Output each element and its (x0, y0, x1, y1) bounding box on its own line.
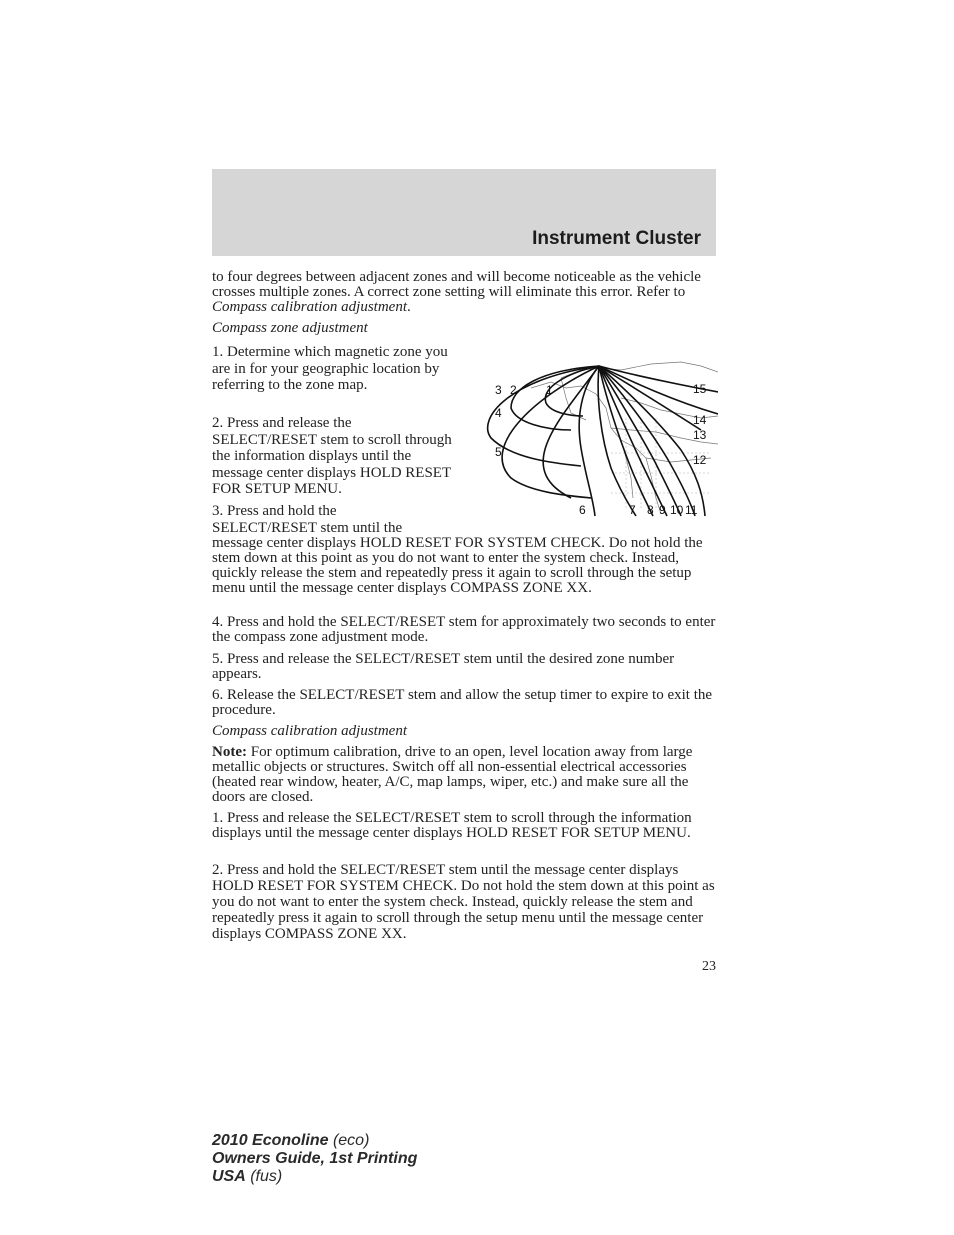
footer-line-3 (212, 1168, 417, 1186)
zone-label-15: 15 (693, 382, 707, 396)
zone-label-5: 5 (495, 445, 502, 459)
zone-step-4: 4. Press and hold the SELECT/RESET stem for approximately two seconds to enter the compass zone adjustment mode. (212, 614, 716, 645)
footer-line-2: Owners Guide, 1st Printing (212, 1150, 418, 1167)
page-number: 23 (702, 959, 716, 974)
calibration-step-1: 1. Press and release the SELECT/RESET stem to scroll through the information displays until the message center displays HOLD RESET FOR SETUP MENU. (212, 810, 692, 841)
footer-region-code: (fus) (245, 1168, 283, 1185)
zone-step-3-line2: SELECT/RESET stem until the (212, 519, 403, 536)
zone-step-2-text: 2. Press and release the SELECT/RESET stem to scroll through the information displays until the message center displays HOLD RESET FOR SETUP MENU. (212, 415, 452, 497)
section-header-band (212, 169, 716, 256)
footer-line-1 (212, 1132, 417, 1150)
zone-label-6: 6 (579, 503, 586, 517)
zone-label-2: 2 (510, 383, 517, 397)
zone-step-3-line1: 3. Press and hold the (212, 503, 337, 519)
zone-lines (488, 366, 718, 516)
zone-label-10: 10 (670, 503, 684, 517)
calibration-reference: Compass calibration adjustment (212, 299, 408, 315)
zone-step-1-text: 1. Determine which magnetic zone you are in for your geographic location by referring to the zone map. (212, 344, 448, 393)
section-title: Instrument Cluster (532, 228, 701, 249)
zone-step-6: 6. Release the SELECT/RESET stem and allow the setup timer to expire to exit the procedure. (212, 687, 713, 718)
zone-label-4: 4 (495, 406, 502, 420)
zone-label-8: 8 (647, 503, 654, 517)
calibration-step-2: 2. Press and hold the SELECT/RESET stem until the message center displays HOLD RESET FOR SYSTEM CHECK. Do not hold the stem down at this point as you do not want to enter the system check. Instead, quickly release the stem and repeatedly press it again to scroll through the setup menu until the message center displays COMPASS ZONE XX. (212, 862, 715, 942)
zone-label-14: 14 (693, 413, 707, 427)
document-footer (212, 1132, 417, 1186)
footer-region: USA (212, 1168, 246, 1185)
zone-adjustment-heading: Compass zone adjustment (212, 320, 368, 336)
note-text: For optimum calibration, drive to an open, level location away from large metallic objects or structures. Switch off all non-essential electrical accessories (heated rear window, heater, A/C, map lamps, wiper, etc.) and make sure all the doors are closed. (212, 744, 693, 805)
footer-model-code: (eco) (328, 1132, 370, 1149)
calibration-note (212, 745, 716, 805)
intro-period: . (407, 299, 411, 315)
zone-label-9: 9 (659, 503, 666, 517)
zone-label-13: 13 (693, 428, 707, 442)
intro-text: to four degrees between adjacent zones and will become noticeable as the vehicle crosses multiple zones. A correct zone setting will eliminate this error. Refer to (212, 269, 701, 300)
zone-label-7: 7 (629, 503, 636, 517)
zone-label-1: 1 (546, 383, 553, 397)
zone-label-12: 12 (693, 453, 707, 467)
zone-label-11: 11 (685, 503, 698, 517)
zone-step-2 (212, 415, 457, 498)
compass-zone-map (471, 358, 718, 520)
zone-label-3: 3 (495, 383, 502, 397)
zone-step-5: 5. Press and release the SELECT/RESET stem until the desired zone number appears. (212, 651, 675, 682)
calibration-heading: Compass calibration adjustment (212, 723, 408, 739)
footer-model: 2010 Econoline (212, 1132, 329, 1149)
zone-step-3-rest: message center displays HOLD RESET FOR SYSTEM CHECK. Do not hold the stem down at this point as you do not want to enter the system check. Instead, quickly release the stem and repeatedly press it again to scroll through the setup menu until the message center displays COMPASS ZONE XX. (212, 535, 703, 596)
intro-paragraph (212, 270, 716, 315)
zone-number-labels (495, 382, 707, 517)
note-label: Note: (212, 744, 247, 760)
zone-step-1 (212, 344, 457, 394)
